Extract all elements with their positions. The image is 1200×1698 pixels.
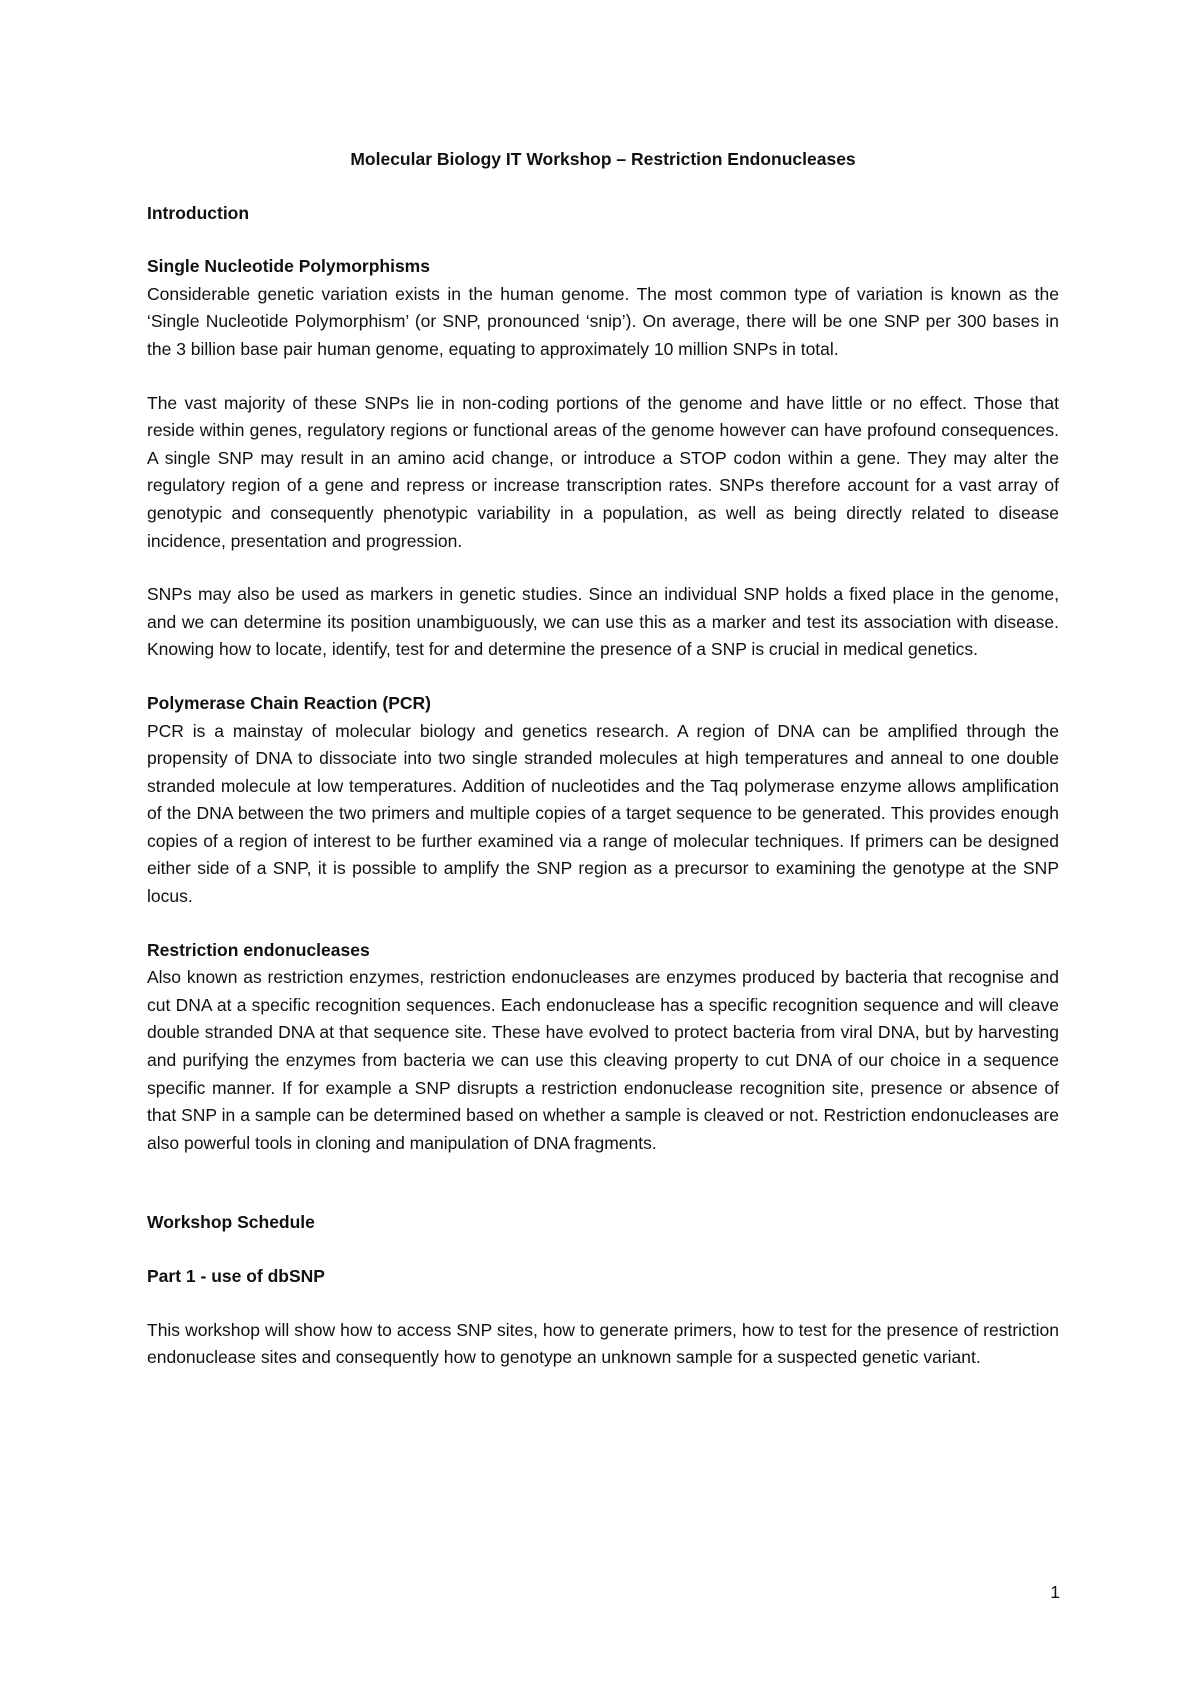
restriction-paragraph: Also known as restriction enzymes, restriction endonucleases are enzymes produced by bacteria that recognise and cut DNA at a specific recognition sequences. Each endonuclease has a specific recognition sequence and will cleave double stranded DNA at that sequence site. These have evolved to protect bacteria from viral DNA, but by harvesting and purifying the enzymes from bacteria we can use this cleaving property to cut DNA of our choice in a sequence specific manner. If for example a SNP disrupts a restriction endonuclease recognition site, presence or absence of that SNP in a sample can be determined based on whether a sample is cleaved or not. Restriction endonucleases are also powerful tools in cloning and manipulation of DNA fragments. — [147, 967, 1059, 1153]
spacer — [147, 1183, 1059, 1209]
pcr-heading: Polymerase Chain Reaction (PCR) — [147, 692, 431, 713]
schedule-heading: Workshop Schedule — [147, 1212, 315, 1233]
snp-paragraph-2: The vast majority of these SNPs lie in non-coding portions of the genome and have little or no effect. Those that reside within genes, regulatory regions or functional areas of the genome however can have profound consequences. A single SNP may result in an amino acid change, or introduce a STOP codon within a gene. They may alter the regulatory region of a gene and repress or increase transcription rates. SNPs therefore account for a vast array of genotypic and consequently phenotypic variability in a population, as well as being directly related to disease incidence, presentation and progression. — [147, 392, 1059, 551]
schedule-paragraph: This workshop will show how to access SNP sites, how to generate primers, how to test for the presence of restriction endonuclease sites and consequently how to genotype an unknown sample for a suspected genetic variant. — [147, 1319, 1059, 1368]
part1-heading: Part 1 - use of dbSNP — [147, 1266, 325, 1286]
page-number: 1 — [1050, 1582, 1060, 1602]
document-title: Molecular Biology IT Workshop – Restriction Endonucleases — [350, 149, 856, 169]
introduction-heading: Introduction — [147, 202, 250, 223]
pcr-paragraph: PCR is a mainstay of molecular biology and genetics research. A region of DNA can be amplified through the propensity of DNA to dissociate into two single stranded molecules at high temperatures and anneal to one double stranded molecule at low temperatures. Addition of nucleotides and the Taq polymerase enzyme allows amplification of the DNA between the two primers and multiple copies of a target sequence to be generated. This provides enough copies of a region of interest to be further examined via a range of molecular techniques. If primers can be designed either side of a SNP, it is possible to amplify the SNP region as a precursor to examining the genotype at the SNP locus. — [147, 720, 1059, 907]
restriction-heading: Restriction endonucleases — [147, 939, 370, 960]
snp-heading: Single Nucleotide Polymorphisms — [147, 256, 430, 277]
document-page — [147, 146, 1059, 1398]
snp-paragraph-3: SNPs may also be used as markers in genetic studies. Since an individual SNP holds a fixed place in the genome, and we can determine its position unambiguously, we can use this as a marker and test its association with disease. Knowing how to locate, identify, test for and determine the presence of a SNP is crucial in medical genetics. — [147, 584, 1059, 660]
snp-paragraph-1: Considerable genetic variation exists in the human genome. The most common type of variation is known as the ‘Single Nucleotide Polymorphism’ (or SNP, pronounced ‘snip’). On average, there will be one SNP per 300 bases in the 3 billion base pair human genome, equating to approximately 10 million SNPs in total. — [147, 283, 1059, 359]
